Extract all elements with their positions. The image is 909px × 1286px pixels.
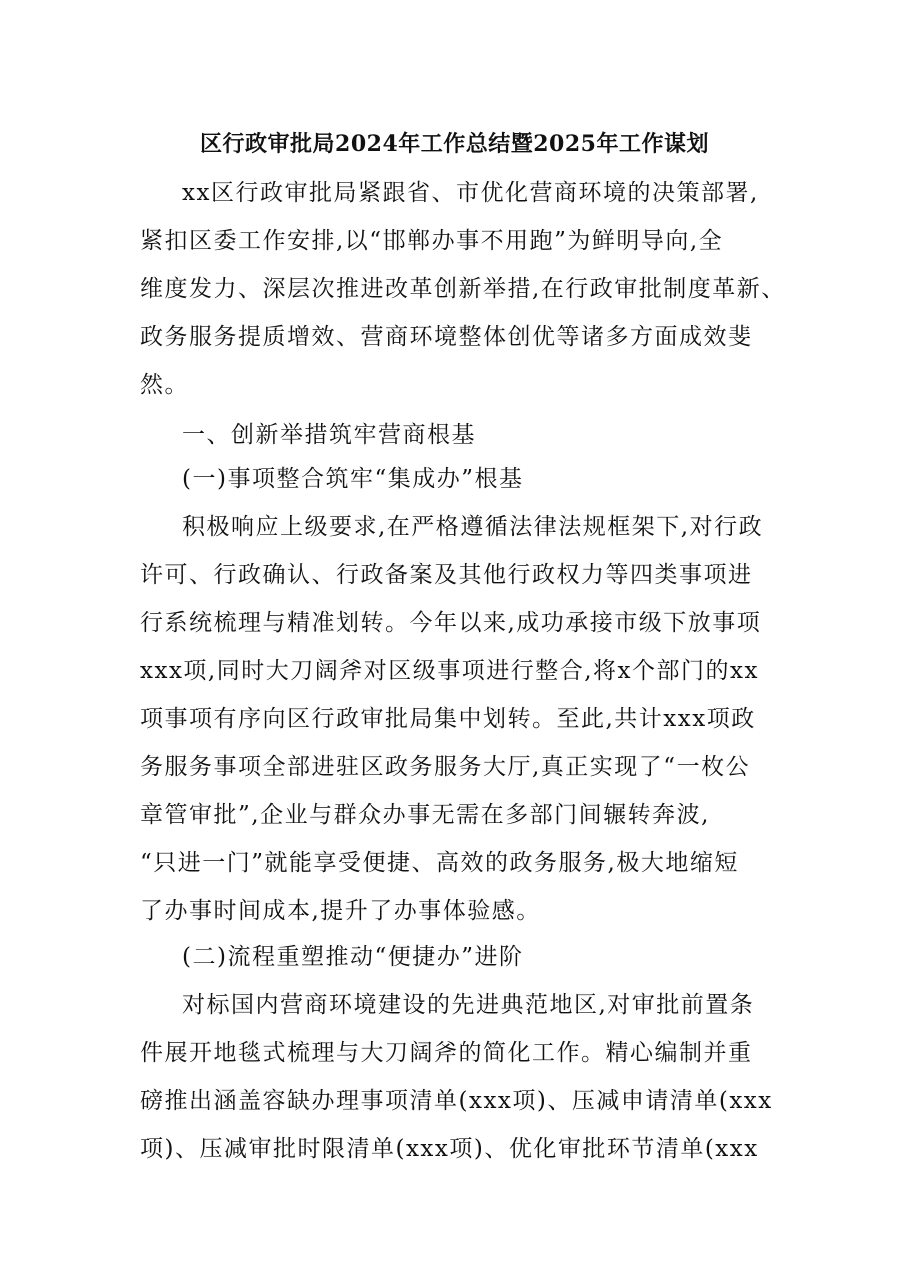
paragraph-line: 磅推出涵盖容缺办理事项清单(xxx项)、压减申请清单(xxx [140, 1088, 773, 1114]
paragraph-line: 了办事时间成本,提升了办事体验感。 [140, 898, 541, 924]
subsection-heading: (一)事项整合筑牢“集成办”根基 [182, 466, 524, 492]
paragraph-line: 行系统梳理与精准划转。今年以来,成功承接市级下放事项 [140, 610, 762, 636]
paragraph-line: 积极响应上级要求,在严格遵循法律法规框架下,对行政 [182, 514, 764, 540]
paragraph-line: “只进一门”就能享受便捷、高效的政务服务,极大地缩短 [140, 850, 739, 876]
paragraph-line: 对标国内营商环境建设的先进典范地区,对审批前置条 [182, 992, 755, 1018]
paragraph-line: 章管审批”,企业与群众办事无需在多部门间辗转奔波, [140, 802, 710, 828]
paragraph-line: 务服务事项全部进驻区政务服务大厅,真正实现了“一枚公 [140, 754, 751, 780]
paragraph-line: 然。 [140, 372, 189, 398]
paragraph-line: xxx项,同时大刀阔斧对区级事项进行整合,将x个部门的xx [140, 658, 759, 684]
paragraph-line: 项事项有序向区行政审批局集中划转。至此,共计xxx项政 [140, 706, 756, 732]
paragraph-line: 维度发力、深层次推进改革创新举措,在行政审批制度革新、 [140, 276, 786, 302]
paragraph-line: xx区行政审批局紧跟省、市优化营商环境的决策部署, [182, 180, 759, 206]
subsection-heading: (二)流程重塑推动“便捷办”进阶 [182, 944, 524, 970]
section-heading: 一、创新举措筑牢营商根基 [182, 422, 476, 448]
paragraph-line: 紧扣区委工作安排,以“邯郸办事不用跑”为鲜明导向,全 [140, 228, 724, 254]
paragraph-line: 许可、行政确认、行政备案及其他行政权力等四类事项进 [140, 562, 753, 588]
paragraph-line: 件展开地毯式梳理与大刀阔斧的简化工作。精心编制并重 [140, 1040, 753, 1066]
paragraph-line: 政务服务提质增效、营商环境整体创优等诸多方面成效斐 [140, 324, 753, 350]
document-title: 区行政审批局2024年工作总结暨2025年工作谋划 [200, 131, 709, 157]
paragraph-line: 项)、压减审批时限清单(xxx项)、优化审批环节清单(xxx [140, 1136, 759, 1162]
